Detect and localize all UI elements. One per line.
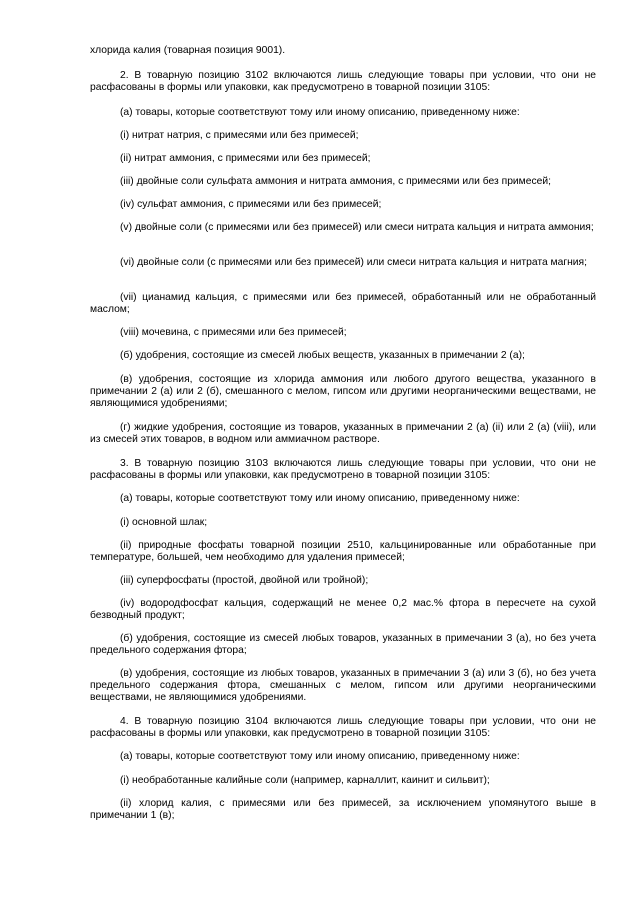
note-4a-i: (i) необработанные калийные соли (например, карналлит, каинит и сильвит);	[120, 775, 490, 786]
note-3b: (б) удобрения, состоящие из смесей любых товаров, указанных в примечании 3 (а), но без учета предельного содержания фтора;	[90, 633, 596, 656]
note-4a: (а) товары, которые соответствуют тому или иному описанию, приведенному ниже:	[120, 751, 520, 762]
note-3v: (в) удобрения, состоящие из любых товаров, указанных в примечании 3 (а) или 3 (б), но без учета предельного содержания фтора, смешанных с мелом, гипсом или другими неорганическими веществами, не являющимися удобрениями.	[90, 668, 596, 703]
note-3a-i: (i) основной шлак;	[120, 517, 208, 528]
note-3a-iii: (iii) суперфосфаты (простой, двойной или тройной);	[120, 575, 369, 586]
note-2a-vii: (vii) цианамид кальция, с примесями или без примесей, обработанный или не обработанный маслом;	[90, 292, 596, 315]
note-2v: (в) удобрения, состоящие из хлорида аммония или любого другого вещества, указанного в примечании 2 (а) или 2 (б), смешанного с мелом, гипсом или другими неорганическими веществами, не являющимися удобрениями;	[90, 374, 596, 409]
paragraph-continuation: хлорида калия (товарная позиция 9001).	[90, 45, 286, 56]
note-3a: (а) товары, которые соответствуют тому или иному описанию, приведенному ниже:	[120, 493, 520, 504]
note-2a-iv: (iv) сульфат аммония, с примесями или без примесей;	[120, 199, 382, 210]
note-3-intro: 3. В товарную позицию 3103 включаются лишь следующие товары при условии, что они не расфасованы в формы или упаковки, как предусмотрено в товарной позиции 3105:	[90, 458, 596, 481]
note-2-intro: 2. В товарную позицию 3102 включаются лишь следующие товары при условии, что они не расфасованы в формы или упаковки, как предусмотрено в товарной позиции 3105:	[90, 70, 596, 93]
note-2a-iii: (iii) двойные соли сульфата аммония и нитрата аммония, с примесями или без примесей;	[120, 176, 551, 187]
note-4a-ii: (ii) хлорид калия, с примесями или без примесей, за исключением упомянутого выше в примечании 1 (в);	[90, 798, 596, 821]
note-2a-vi: (vi) двойные соли (с примесями или без примесей) или смеси нитрата кальция и нитрата магния;	[120, 257, 587, 268]
note-2g: (г) жидкие удобрения, состоящие из товаров, указанных в примечании 2 (а) (ii) или 2 (а) (viii), или из смесей этих товаров, в водном или аммиачном растворе.	[90, 422, 596, 445]
note-3a-iv: (iv) водородфосфат кальция, содержащий не менее 0,2 мас.% фтора в пересчете на сухой безводный продукт;	[90, 598, 596, 621]
note-2a-v: (v) двойные соли (с примесями или без примесей) или смеси нитрата кальция и нитрата аммония;	[120, 222, 594, 233]
note-2a-i: (i) нитрат натрия, с примесями или без примесей;	[120, 130, 359, 141]
note-3a-ii: (ii) природные фосфаты товарной позиции 2510, кальцинированные или обработанные при температуре, большей, чем необходимо для удаления примесей;	[90, 540, 596, 563]
note-2a-ii: (ii) нитрат аммония, с примесями или без примесей;	[120, 153, 371, 164]
note-2a-viii: (viii) мочевина, с примесями или без примесей;	[120, 327, 347, 338]
note-2a: (а) товары, которые соответствуют тому или иному описанию, приведенному ниже:	[120, 107, 520, 118]
note-4-intro: 4. В товарную позицию 3104 включаются лишь следующие товары при условии, что они не расфасованы в формы или упаковки, как предусмотрено в товарной позиции 3105:	[90, 716, 596, 739]
note-2b: (б) удобрения, состоящие из смесей любых веществ, указанных в примечании 2 (а);	[120, 350, 525, 361]
